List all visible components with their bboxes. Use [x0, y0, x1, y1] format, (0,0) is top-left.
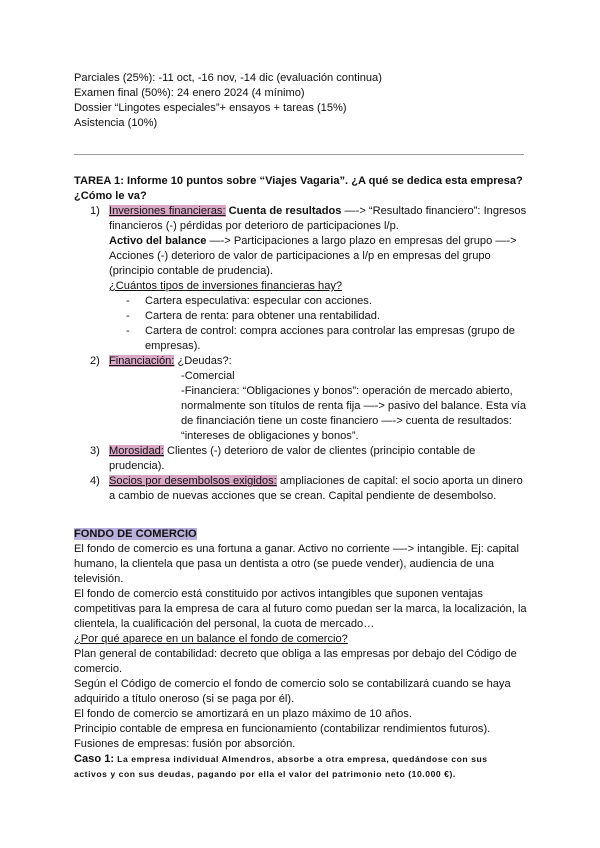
item-1-line-3: [109, 234, 517, 249]
item-number-1: 1): [90, 205, 100, 217]
item-number-2: 2): [90, 355, 100, 367]
item-4-highlight: Socios por desembolsos exigidos:: [109, 475, 277, 487]
item-number-3: 3): [90, 445, 100, 457]
fondo-p7: Fusiones de empresas: fusión por absorción.: [74, 738, 296, 750]
item-3-line-2: prudencia).: [109, 460, 165, 472]
fondo-p3-line-2: comercio.: [74, 663, 123, 675]
item-3-highlight: Morosidad:: [109, 445, 164, 457]
tarea-title-line-2: ¿Cómo le va?: [74, 190, 147, 202]
fondo-p2-line-2: competitivas para la empresa de cara al futuro como puedan ser la marca, la localización, la: [74, 603, 527, 615]
cartera-control-line-1: Cartera de control: compra acciones para controlar las empresas (grupo de: [145, 325, 515, 337]
cartera-control-line-2: empresas).: [145, 340, 201, 352]
item-1-bold: Cuenta de resultados: [228, 205, 342, 217]
dash-1: -: [126, 295, 130, 307]
item-1-rest: —-> “Resultado financiero”: Ingresos: [344, 205, 527, 217]
fondo-title: [74, 527, 197, 542]
item-2-financiera-line-2: normalmente son títulos de renta fija —-> pasivo del balance. Esta vía: [181, 400, 527, 412]
fondo-p4-line-1: Según el Código de comercio el fondo de comercio solo se contabilizará cuando se haya: [74, 678, 511, 690]
item-4-line-1: [109, 474, 523, 489]
item-1-line-3-rest: —-> Participaciones a largo plazo en empresas del grupo —->: [209, 235, 517, 247]
item-4-rest: ampliaciones de capital: el socio aporta un dinero: [279, 475, 523, 487]
header-line-dossier: Dossier “Lingotes especiales”+ ensayos + tareas (15%): [74, 102, 347, 114]
cartera-renta: Cartera de renta: para obtener una rentabilidad.: [145, 310, 380, 322]
header-line-parciales: Parciales (25%): -11 oct, -16 nov, -14 dic (evaluación continua): [74, 72, 382, 84]
item-2-highlight: Financiación:: [109, 355, 175, 367]
caso-1-text-1: La empresa individual Almendros, absorbe a otra empresa, quedándose con sus: [117, 754, 488, 764]
fondo-p2-line-3: clientela, la cualificación del personal, la cuota de mercado…: [74, 618, 375, 630]
caso-1-line-2: activos y con sus deudas, pagando por ella el valor del patrimonio neto (10.000 €).: [74, 769, 456, 779]
cartera-especulativa: Cartera especulativa: especular con acciones.: [145, 295, 372, 307]
fondo-p6: Principio contable de empresa en funcionamiento (contabilizar rendimientos futuros).: [74, 723, 491, 735]
item-2-line-1: [109, 354, 232, 369]
fondo-p3-line-1: Plan general de contabilidad: decreto que obliga a las empresas por debajo del Código de: [74, 648, 517, 660]
item-number-4: 4): [90, 475, 100, 487]
fondo-question: ¿Por qué aparece en un balance el fondo de comercio?: [74, 633, 348, 645]
tarea-title-line-1: TAREA 1: Informe 10 puntos sobre “Viajes Vagaria”. ¿A qué se dedica esta empresa?: [74, 175, 523, 187]
item-3-rest: Clientes (-) deterioro de valor de clientes (principio contable de: [166, 445, 476, 457]
dash-2: -: [126, 310, 130, 322]
item-2-financiera-line-1: -Financiera: “Obligaciones y bonos”: operación de mercado abierto,: [181, 385, 513, 397]
fondo-p2-line-1: El fondo de comercio está constituido por activos intangibles que suponen ventajas: [74, 588, 483, 600]
fondo-p1-line-1: El fondo de comercio es una fortuna a ganar. Activo no corriente —-> intangible. Ej: capital: [74, 543, 519, 555]
fondo-p4-line-2: adquirido a título oneroso (si se paga por él).: [74, 693, 295, 705]
caso-1-line-1: [74, 752, 488, 767]
item-1-highlight: Inversiones financieras:: [109, 205, 226, 217]
item-1-question: ¿Cuántos tipos de inversiones financieras hay?: [109, 280, 343, 292]
item-1-line-1: [109, 204, 526, 219]
fondo-title-highlight: FONDO DE COMERCIO: [74, 528, 197, 540]
fondo-p5: El fondo de comercio se amortizará en un plazo máximo de 10 años.: [74, 708, 412, 720]
dash-3: -: [126, 325, 130, 337]
fondo-p1-line-2: humano, la clientela que pasa un dentista a otro (se puede vender), audiencia de una: [74, 558, 495, 570]
caso-1-label: Caso 1:: [74, 753, 115, 765]
header-line-examen: Examen final (50%): 24 enero 2024 (4 mínimo): [74, 87, 305, 99]
item-4-line-2: a cambio de nuevas acciones que se crean. Capital pendiente de desembolso.: [109, 490, 497, 502]
item-1-line-4: Acciones (-) deterioro de valor de participaciones a l/p en empresas del grupo: [109, 250, 491, 262]
item-2-financiera-line-3: de financiación tiene un coste financiero —-> cuenta de resultados:: [181, 415, 512, 427]
item-1-bold-2: Activo del balance: [109, 235, 207, 247]
fondo-p1-line-3: televisión.: [74, 573, 124, 585]
horizontal-rule: [74, 154, 524, 155]
item-1-line-5: (principio contable de prudencia).: [109, 265, 274, 277]
item-3-line-1: [109, 444, 475, 459]
item-1-line-2: financieros (-) pérdidas por deterioro de participaciones l/p.: [109, 220, 399, 232]
item-2-rest: ¿Deudas?:: [177, 355, 232, 367]
item-2-comercial: -Comercial: [181, 370, 235, 382]
item-2-financiera-line-4: “intereses de obligaciones y bonos”.: [181, 430, 359, 442]
header-line-asistencia: Asistencia (10%): [74, 117, 158, 129]
